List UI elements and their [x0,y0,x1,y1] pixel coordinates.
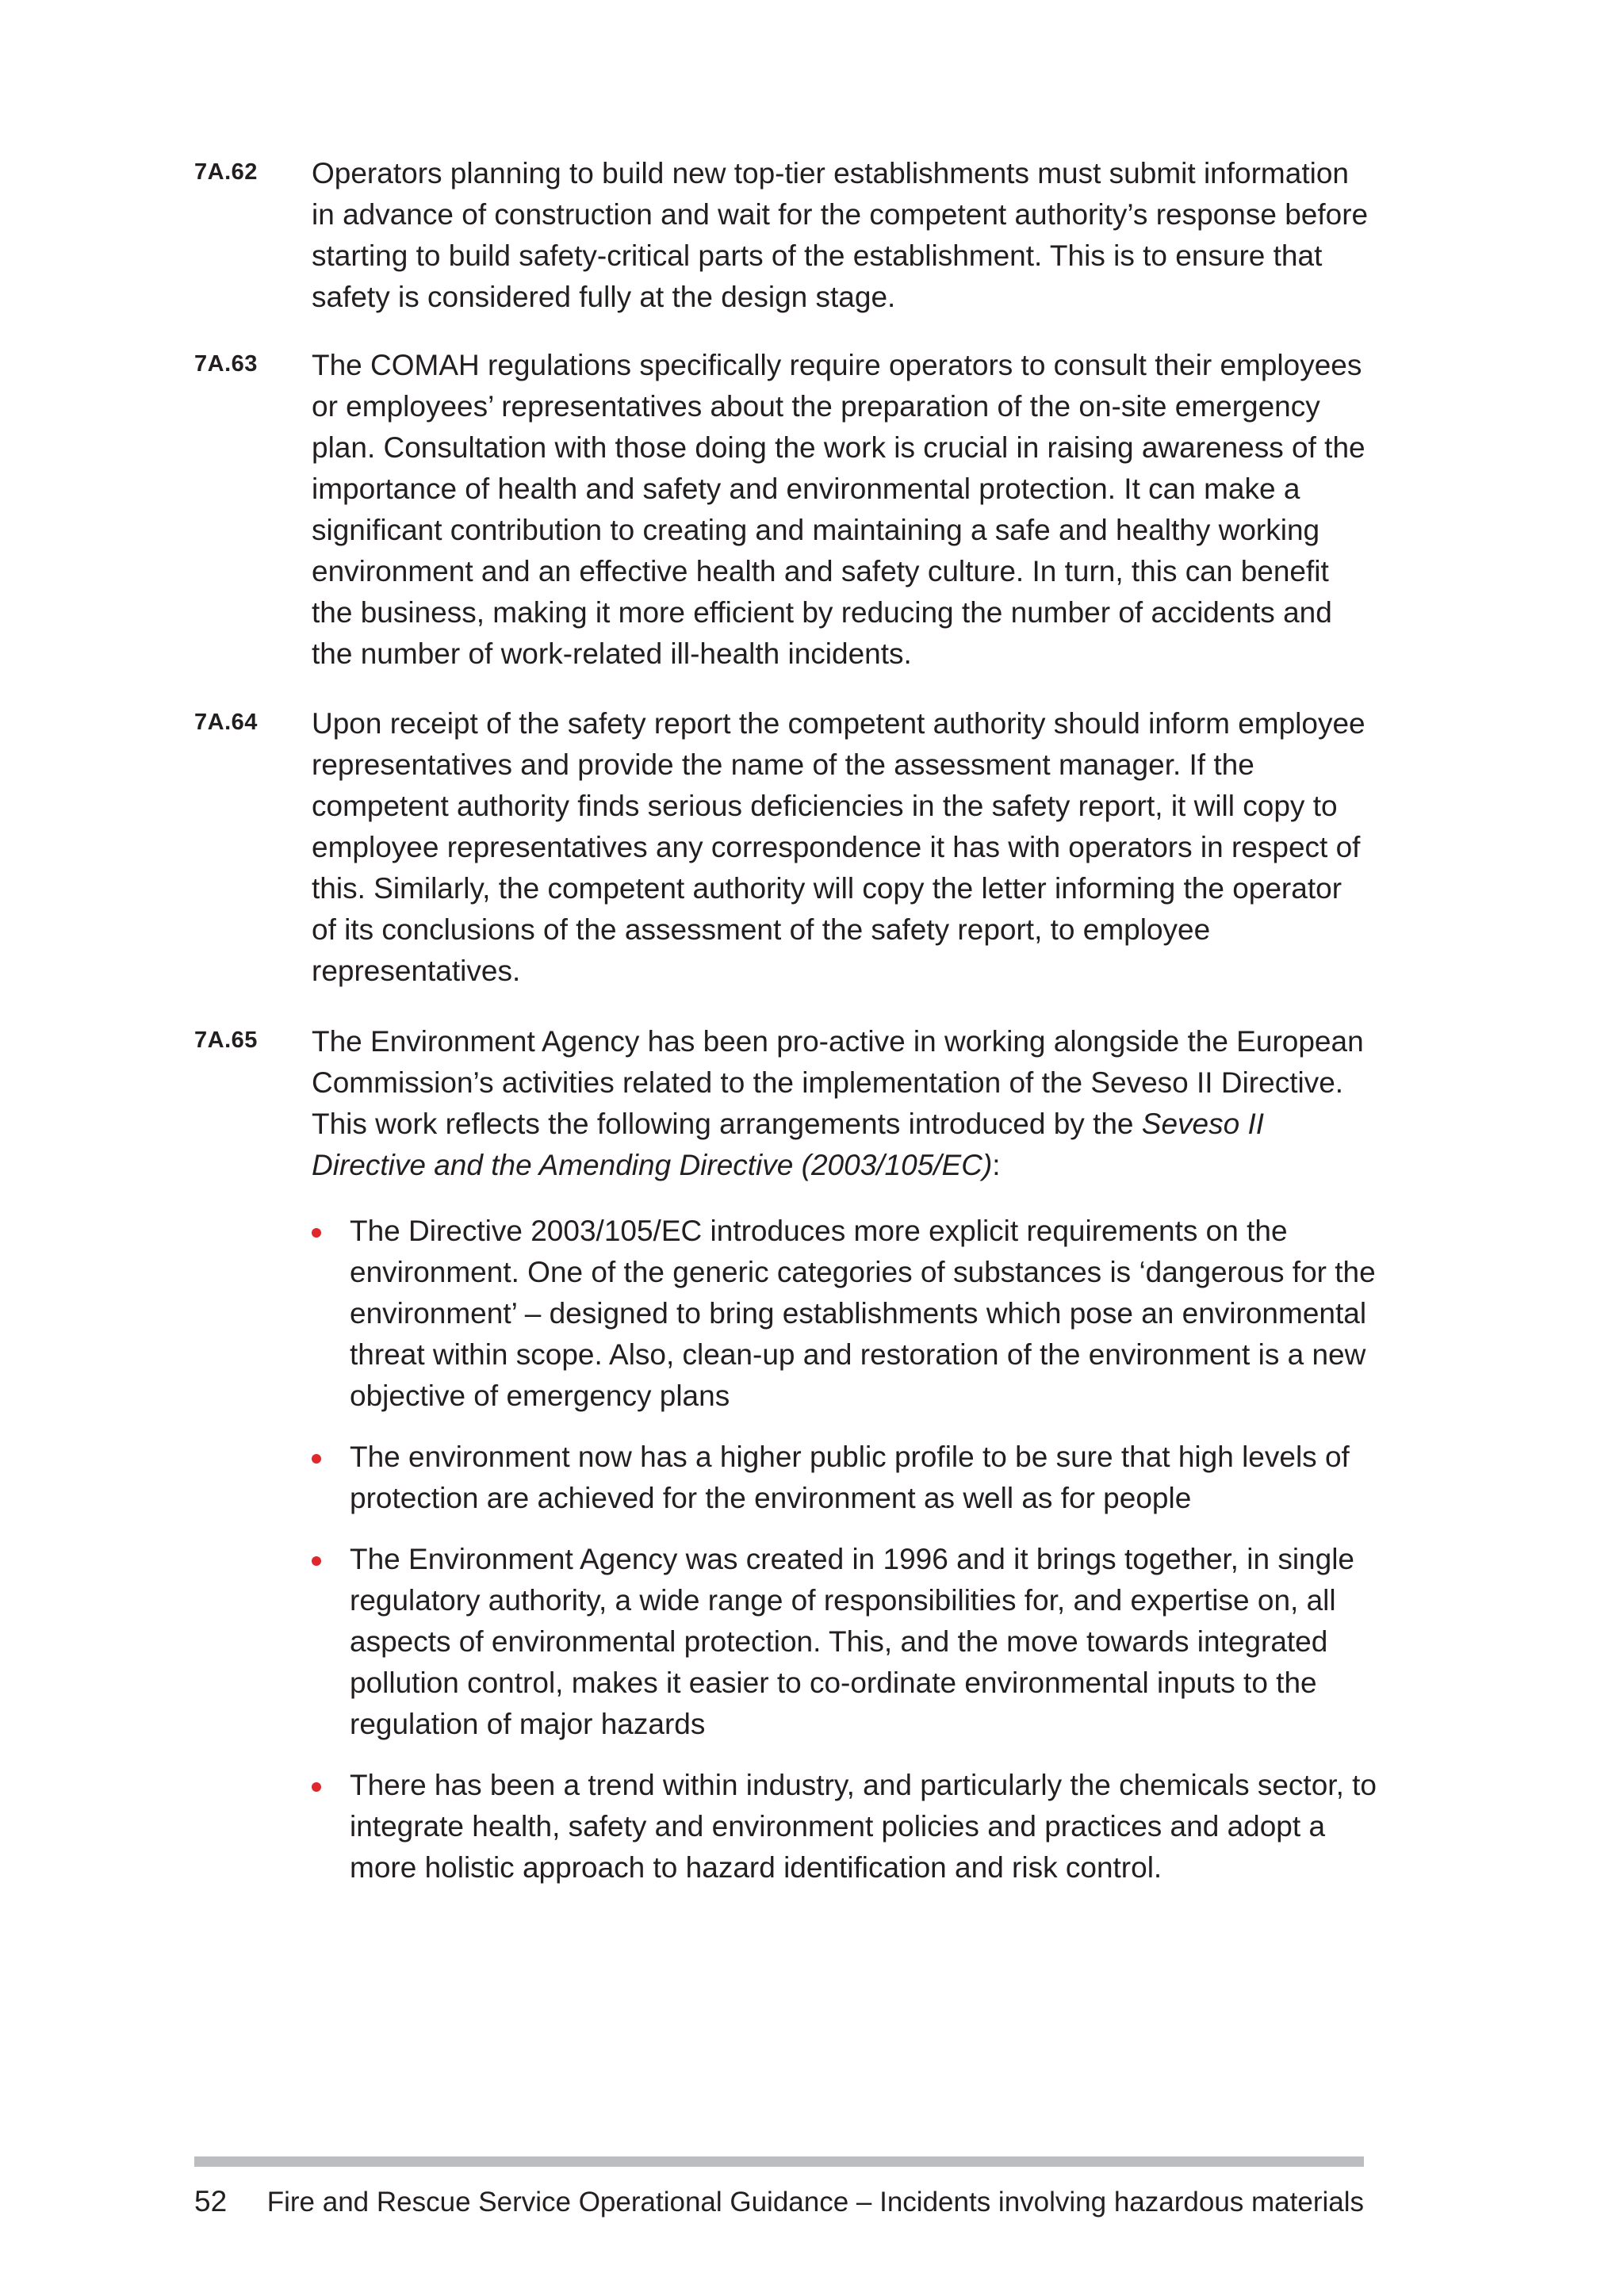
bullet-dot-icon [312,1782,321,1792]
footer-title: Fire and Rescue Service Operational Guidance – Incidents involving hazardous materials [266,2187,1364,2218]
paragraph-number: 7A.63 [194,351,258,377]
bullet-dot-icon [312,1228,321,1238]
paragraph-number: 7A.62 [194,159,258,185]
list-item-text: There has been a trend within industry, and particularly the chemicals sector, to integrate health, safety and environment policies and practices and adopt a more holistic approach to hazard identification and risk control. [350,1769,1377,1884]
list-item-text: The environment now has a higher public profile to be sure that high levels of protection are achieved for the environment as well as for people [350,1441,1350,1514]
paragraph-text: The COMAH regulations specifically require operators to consult their employees or employees’ representatives about the preparation of the on-site emergency plan. Consultation with those doing the work is crucial in raising awareness of the importance of health and safety and environmental protection. It can make a significant contribution to creating and maintaining a safe and healthy working environment and an effective health and safety culture. In turn, this can benefit the business, making it more efficient by reducing the number of accidents and the number of work-related ill-health incidents. [312,349,1365,670]
paragraph-text: Operators planning to build new top-tier establishments must submit information in advance of construction and wait for the competent authority’s response before starting to build safety-critical parts of the establishment. This is to ensure that safety is considered fully at the design stage. [312,157,1369,313]
paragraph-number: 7A.64 [194,710,258,735]
list-item-text: The Environment Agency was created in 1996 and it brings together, in single regulatory authority, a wide range of responsibilities for, and expertise on, all aspects of environmental protection. This, and the move towards integrated pollution control, makes it easier to co-ordinate environmental inputs to the regulation of major hazards [350,1543,1354,1740]
paragraph-text [312,1021,1374,1186]
bullet-dot-icon [312,1556,321,1566]
paragraph-text: Upon receipt of the safety report the competent authority should inform employee representatives and provide the name of the assessment manager. If the competent authority finds serious deficiencies in the safety report, it will copy to employee representatives any correspondence it has with operators in respect of this. Similarly, the competent authority will copy the letter informing the operator of its conclusions of the assessment of the safety report, to employee representatives. [312,707,1365,987]
list-item-text: The Directive 2003/105/EC introduces more explicit requirements on the environment. One of the generic categories of substances is ‘dangerous for the environment’ – designed to bring establishments which pose an environmental threat within scope. Also, clean-up and restoration of the environment is a new objective of emergency plans [350,1215,1376,1412]
paragraph-text-tail: : [992,1149,1001,1181]
footer-divider [194,2156,1364,2167]
directive-title-italic: Seveso II Directive and the Amending Directive (2003/105/EC) [312,1108,1265,1181]
bullet-dot-icon [312,1454,321,1464]
paragraph-text-lead: The Environment Agency has been pro-active in working alongside the European Commission’s activities related to the implementation of the Seveso II Directive. This work reflects the following arrangements introduced by the [312,1025,1364,1140]
page-number: 52 [194,2185,228,2218]
paragraph-number: 7A.65 [194,1027,258,1053]
